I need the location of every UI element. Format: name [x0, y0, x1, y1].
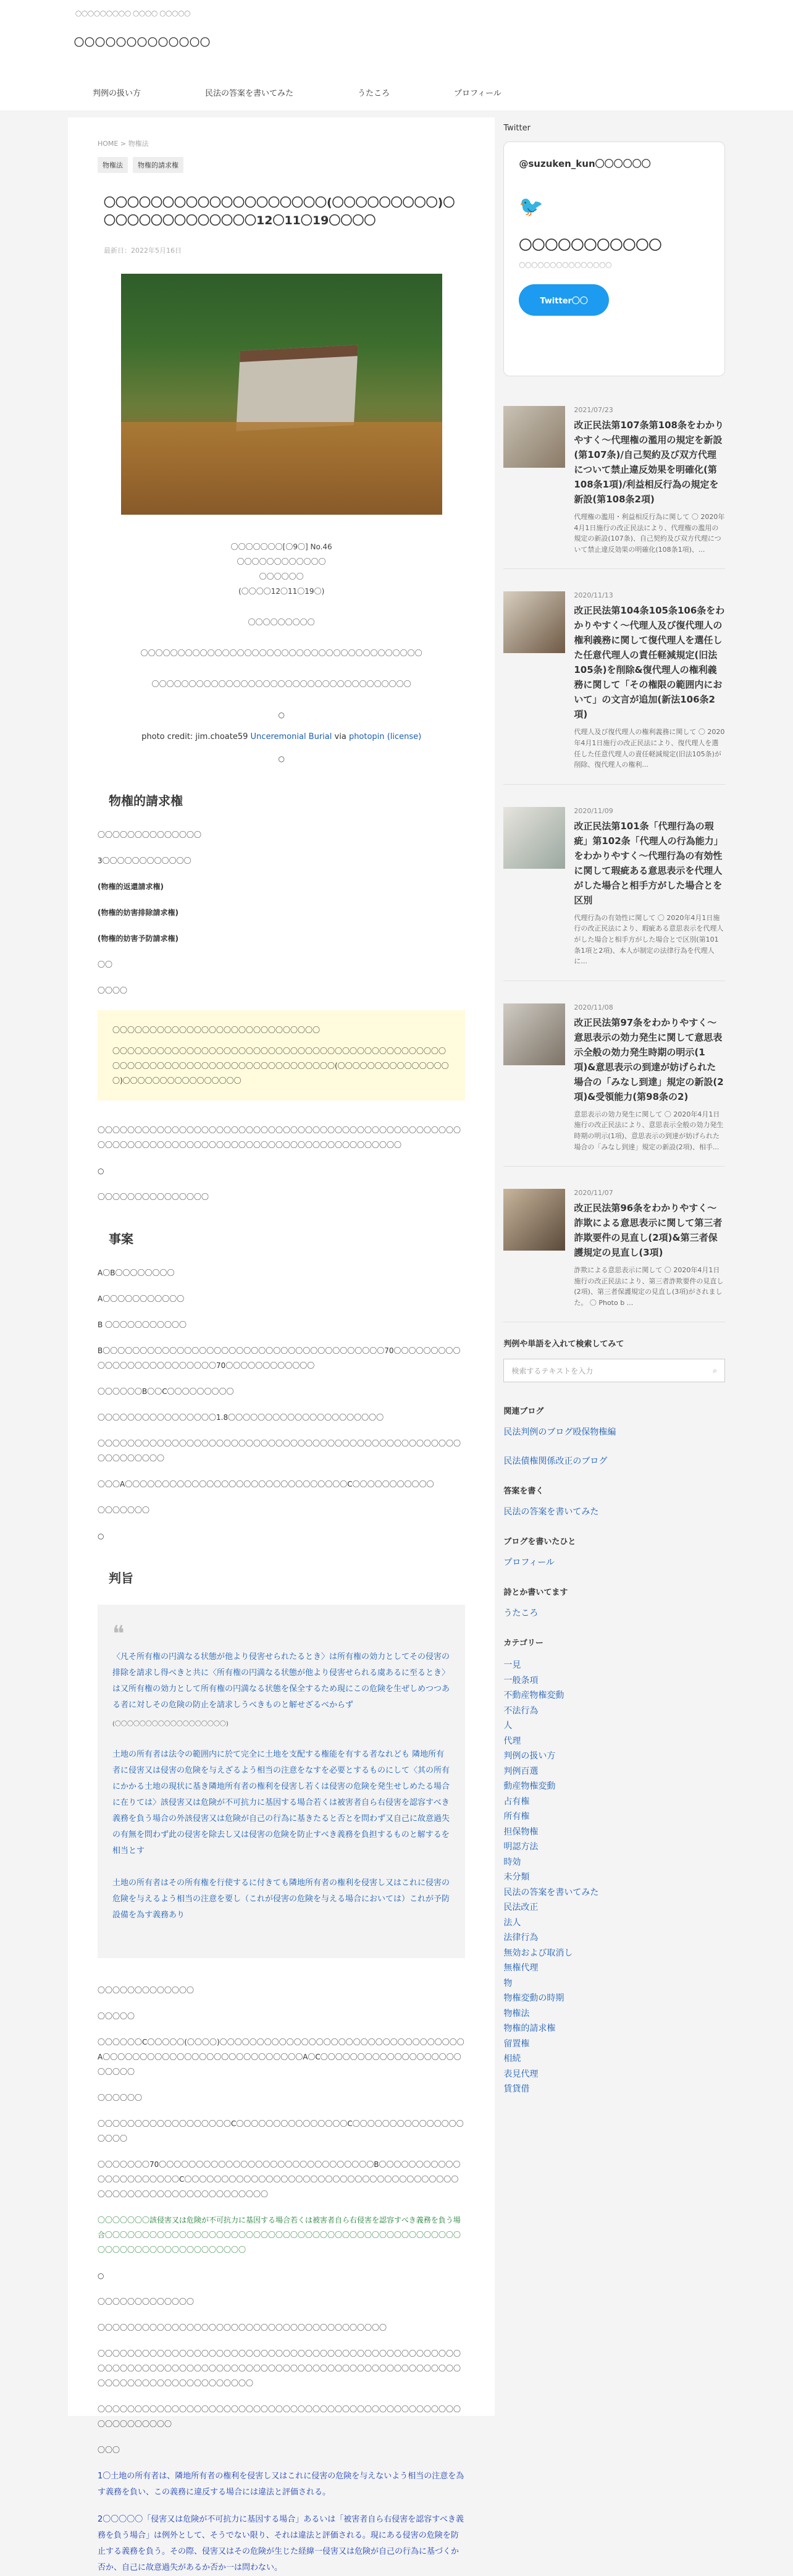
category-item[interactable]: 無効および取消し [503, 1948, 573, 1958]
info-line: 〇〇〇〇〇〇〇〇〇〇〇〇〇〇〇〇〇〇〇〇〇〇〇〇〇〇〇〇〇〇〇〇〇〇〇 [151, 680, 411, 688]
quote-icon: ❝ [112, 1621, 125, 1647]
twitter-follow-button[interactable]: Twitter〇〇 [519, 284, 609, 316]
para: 〇〇〇〇〇〇〇〇〇〇〇〇〇〇〇 [98, 1193, 209, 1201]
category-item[interactable]: 表見代理 [503, 2069, 539, 2079]
category-heading: カテゴリー [503, 1639, 543, 1649]
highlight-line: 〇〇〇〇〇〇〇〇〇〇〇〇〇〇〇〇〇〇〇〇〇〇〇〇〇〇〇〇〇〇〇〇〇〇〇〇〇〇〇〇〇〇〇〇〇〇〇〇〇〇〇〇〇〇〇〇〇〇〇〇〇〇〇〇〇〇〇〇〇〇〇〇〇〇〇(〇〇〇〇〇〇〇〇〇〇〇〇〇〇〇〇)〇〇〇〇〇〇〇〇〇〇〇〇〇〇〇〇 [112, 1047, 449, 1085]
category-item[interactable]: 物 [503, 1978, 513, 1988]
fact-line: 〇〇〇〇〇〇〇〇〇〇〇〇〇〇〇〇〇〇〇〇〇〇〇〇〇〇〇〇〇〇〇〇〇〇〇〇〇〇〇〇〇〇〇〇〇〇〇〇〇〇〇〇〇〇〇〇〇〇 [98, 1439, 461, 1463]
fact-line: 〇〇〇〇〇〇〇〇〇〇〇〇〇〇〇〇1.8〇〇〇〇〇〇〇〇〇〇〇〇〇〇〇〇〇〇〇〇〇 [98, 1413, 384, 1422]
para: 〇〇〇〇 [98, 986, 128, 995]
post-excerpt: 意思表示の効力発生に関して 〇 2020年4月1日施行の改正民法により、意思表示全般の効力発生時期の明示(1項)、意思表示の到達が妨げられた場合の「みなし到達」規定の新設(2項)、相手... [574, 1110, 724, 1151]
related-post[interactable] [503, 996, 725, 1167]
category-item[interactable]: 法律行為 [503, 1933, 539, 1943]
twitter-card [503, 141, 725, 376]
holding-text: 土地の所有者は法令の範囲内に於て完全に土地を支配する権能を有する者なれども 隣地所有者に侵害又は侵害の危険を与えざるよう相当の注意をなすを必要とするものにして〈其の所有にかかる土地の現状に基き隣地所有者の権利を侵害し若くは侵害の危険を発生せしめたる場合に在りては〉該侵害又は危険が不可抗力に基因する場合若くは被害者自ら右侵害を認容すべき義務を負う場合の外該侵害又は危険が自己の行為に基きたると否とを問わず又自己に故意過失の有無を問わず此の侵害を除去し又は侵害の危険を防止すべき義務を負担するものと解するを相当とす [112, 1750, 450, 1856]
poem-heading: 詩とか書いてます [503, 1588, 568, 1598]
search-icon[interactable]: ⌕ [713, 1366, 717, 1375]
related-heading: 関連ブログ [503, 1407, 544, 1417]
credit-link-photo[interactable]: Unceremonial Burial [250, 732, 332, 741]
related-post[interactable] [503, 1181, 725, 1322]
site-title[interactable]: 〇〇〇〇〇〇〇〇〇〇〇〇〇 [74, 36, 211, 48]
claim-type: (物権的妨害予防請求権) [98, 934, 178, 943]
twitter-name: 〇〇〇〇〇〇〇〇〇〇〇 [519, 238, 662, 253]
nav-item-profile[interactable]: プロフィール [454, 89, 501, 98]
post-thumbnail[interactable] [503, 1189, 565, 1251]
para: 〇〇〇〇〇〇〇〇〇〇〇〇〇 [98, 2297, 195, 2306]
post-title[interactable]: 改正民法第97条をわかりやすく〜意思表示の効力発生に関して意思表示全般の効力発生時期の明示(1項)&意思表示の到達が妨げられた場合の「みなし到達」規定の新設(2項)&受領能力(第98条の2) [574, 1016, 724, 1102]
para: 〇〇〇〇〇〇〇〇〇〇〇〇〇〇〇〇〇〇〇〇〇〇〇〇〇〇〇〇〇〇〇〇〇〇〇〇〇〇〇〇〇〇〇〇〇〇〇〇〇〇〇〇〇〇〇〇〇〇〇 [98, 2405, 461, 2428]
nav-item-poems[interactable]: うたころ [358, 89, 390, 98]
category-item[interactable]: 担保物権 [503, 1826, 539, 1837]
twitter-handle[interactable]: @suzuken_kun〇〇〇〇〇〇 [519, 158, 651, 169]
para: 〇〇〇〇〇〇〇〇〇〇〇〇〇〇〇〇〇〇〇〇〇〇〇〇〇〇〇〇〇〇〇〇〇〇〇〇〇〇〇 [98, 2323, 387, 2332]
info-line: 〇〇〇〇〇〇〇〇〇〇〇〇 [237, 557, 326, 566]
claim-type: (物権的返還請求権) [98, 882, 164, 891]
section-title-holding: 判旨 [109, 1571, 133, 1586]
category-item[interactable]: 物権的請求権 [503, 2024, 556, 2034]
category-item[interactable]: 不動産物権変動 [503, 1691, 564, 1701]
category-item[interactable]: 判例の扱い方 [503, 1751, 556, 1762]
twitter-bird-icon: 🐦 [519, 195, 544, 218]
holding-quote [98, 1605, 465, 1958]
answer-link[interactable]: 民法の答案を書いてみた [503, 1507, 599, 1518]
post-date: 2021/07/23 [574, 406, 613, 414]
category-item[interactable]: 民法の答案を書いてみた [503, 1887, 599, 1898]
house-shape [236, 345, 358, 431]
article [68, 117, 495, 2572]
post-date: 2020/11/07 [574, 1189, 613, 1197]
credit-link-license[interactable]: (license) [387, 732, 422, 741]
holding-text: 土地の所有者はその所有権を行使するに付きても隣地所有者の権利を侵害し又はこれに侵害の危険を与えるよう相当の注意を要し（これが侵害の危険を与える場合においては）これが予防設備を為す義務あり [112, 1878, 450, 1920]
info-line: 〇〇〇〇〇〇 [259, 572, 304, 581]
post-date: 2020/11/13 [574, 591, 613, 600]
tag-property-law[interactable]: 物権法 [98, 157, 128, 173]
category-item[interactable]: 人 [503, 1721, 513, 1731]
credit-prefix: photo credit: jim.choate59 [141, 732, 248, 741]
related-post[interactable] [503, 800, 725, 981]
para: 〇〇〇〇〇〇〇〇〇〇〇〇〇〇 [98, 830, 202, 839]
post-excerpt: 代理行為の有効性に関して 〇 2020年4月1日施行の改正民法により、瑕疵ある意思表示を代理人がした場合と相手方がした場合とで区別(第101条1項と2項)、本人が制定の法律行為を代理人に... [574, 913, 724, 966]
fact-line: B〇〇〇〇〇〇〇〇〇〇〇〇〇〇〇〇〇〇〇〇〇〇〇〇〇〇〇〇〇〇〇〇〇〇〇〇〇〇70〇〇〇〇〇〇〇〇〇〇〇〇〇〇〇〇〇〇〇〇〇〇〇〇〇70〇〇〇〇〇〇〇〇〇〇〇〇 [98, 1346, 461, 1370]
post-excerpt: 代理人及び復代理人の権利義務に関して 〇 2020年4月1日施行の改正民法により、復代理人を選任した任意代理人の責任軽減規定(旧法105条)が削除、復代理人の権利... [574, 728, 725, 769]
category-item[interactable]: 時効 [503, 1857, 521, 1867]
related-post[interactable] [503, 584, 725, 784]
category-item[interactable]: 無権代理 [503, 1963, 539, 1974]
post-excerpt: 詐欺による意思表示に関して 〇 2020年4月1日施行の改正民法により、第三者詐欺要件の見直し(2項)、第三者保護規定の見直し(3項)がされました。 〇 Photo b ... [574, 1266, 724, 1307]
credit-link-photopin[interactable]: photopin [348, 732, 385, 741]
info-line: 〇〇〇〇〇〇〇〇〇 [248, 618, 315, 627]
para: 〇〇〇〇〇〇〇〇〇〇〇〇〇〇〇〇〇〇〇〇〇〇〇〇〇〇〇〇〇〇〇〇〇〇〇〇〇〇〇〇〇〇〇〇〇〇〇〇〇〇〇〇〇〇〇〇〇〇〇〇〇〇〇〇〇〇〇〇〇〇〇〇〇〇〇〇〇〇〇〇〇〇〇〇〇〇〇〇〇〇〇〇〇〇〇〇〇〇〇〇〇〇〇〇〇〇〇〇〇〇〇〇〇〇〇〇〇〇〇 [98, 2349, 461, 2388]
info-line: 〇〇〇〇〇〇〇〇〇〇〇〇〇〇〇〇〇〇〇〇〇〇〇〇〇〇〇〇〇〇〇〇〇〇〇〇〇〇 [140, 649, 422, 657]
breadcrumb[interactable]: HOME > 物権法 [98, 140, 149, 148]
post-date: 2020/11/09 [574, 806, 613, 815]
para: 〇〇〇〇〇〇〇〇〇〇〇〇〇〇〇〇〇〇C〇〇〇〇〇〇〇〇〇〇〇〇〇〇〇C〇〇〇〇〇〇〇〇〇〇〇〇〇〇〇〇〇〇〇 [98, 2119, 464, 2143]
photo-credit [98, 732, 465, 741]
post-title[interactable]: 改正民法第101条「代理行為の瑕疵」第102条「代理人の行為能力」をわかりやすく〜代理行為の有効性に関して瑕疵ある意思表示を代理人がした場合と相手方がした場合とを区別 [574, 820, 723, 906]
info-line: 〇〇〇〇〇〇〇[〇9〇] No.46 [230, 543, 332, 551]
category-item[interactable]: 代理 [503, 1736, 521, 1746]
para: 〇〇 [98, 960, 113, 969]
para: 〇〇〇〇〇 [98, 2012, 135, 2021]
holding-source: (〇〇〇〇〇〇〇〇〇〇〇〇〇〇〇〇〇〇) [112, 1721, 229, 1728]
sidebar [503, 117, 725, 2416]
para: 〇〇〇 [98, 2446, 120, 2454]
post-thumbnail[interactable] [503, 406, 565, 468]
post-excerpt: 代理権の濫用・利益相反行為に関して 〇 2020年4月1日施行の改正民法により、代理権の濫用の規定の新設(107条)、自己契約及び双方代理について禁止違反効果の明確化(108条1項)、... [574, 513, 725, 554]
divider-circle: ○ [278, 711, 285, 719]
divider-circle: ○ [98, 1167, 104, 1175]
nav-item-answers[interactable]: 民法の答案を書いてみた [205, 89, 294, 98]
twitter-heading: Twitter [503, 124, 531, 133]
fact-line: A〇〇〇〇〇〇〇〇〇〇〇 [98, 1294, 185, 1303]
category-item[interactable]: 一見 [503, 1660, 521, 1671]
holding-text: 〈凡そ所有権の円満なる状態が他より侵害せられたるとき〉は所有権の効力としてその侵害の排除を請求し得べきと共に〈所有権の円満なる状態が他より侵害せられる虞あるに至るとき〉は又所有権の効力として所有権の円満なる状態を保全するため現にこの危険を生ぜしめつつある者に対しその危険の防止を請求しうべきものと解せざるべからず [112, 1652, 450, 1710]
post-thumbnail[interactable] [503, 807, 565, 869]
para: 3〇〇〇〇〇〇〇〇〇〇〇〇 [98, 856, 191, 865]
nav-item-cases[interactable]: 判例の扱い方 [93, 89, 141, 98]
category-item[interactable]: 物権法 [503, 2008, 530, 2019]
para: 〇〇〇〇〇〇C〇〇〇〇〇(〇〇〇〇)〇〇〇〇〇〇〇〇〇〇〇〇〇〇〇〇〇〇〇〇〇〇〇〇〇〇〇〇〇〇〇〇〇A〇〇〇〇〇〇〇〇〇〇〇〇〇〇〇〇〇〇〇〇〇〇〇〇〇〇〇A〇C〇〇〇〇〇〇〇〇〇〇〇〇〇〇〇〇〇〇〇〇〇〇〇〇 [98, 2038, 464, 2076]
grass-shape [121, 422, 442, 515]
category-item[interactable]: 相続 [503, 2054, 521, 2064]
point-1: 1〇土地の所有者は、隣地所有者の権利を侵害し又はこれに侵害の危険を与えないよう相当の注意を為す義務を負い、この義務に違反する場合には違法と評価される。 [98, 2472, 464, 2497]
search-heading: 判例や単語を入れて検索してみて [503, 1340, 624, 1349]
related-link[interactable]: 民法判例のブログ殴保物権編 [503, 1427, 616, 1438]
category-item[interactable]: 賃貸借 [503, 2084, 530, 2095]
site-header [0, 25, 793, 74]
section-title-claim: 物権的請求権 [109, 793, 183, 808]
para: 〇〇〇〇〇〇〇〇〇〇〇〇〇〇〇〇〇〇〇〇〇〇〇〇〇〇〇〇〇〇〇〇〇〇〇〇〇〇〇〇〇〇〇〇〇〇〇〇〇〇〇〇〇〇〇〇〇〇〇〇〇〇〇〇〇〇〇〇〇〇〇〇〇〇〇〇〇〇〇〇〇〇〇〇〇〇〇〇〇〇 [98, 1126, 461, 1149]
highlight-green: 〇〇〇〇〇〇〇該侵害又は危険が不可抗力に基因する場合若くは被害者自ら右侵害を認容すべき義務を負う場合〇〇〇〇〇〇〇〇〇〇〇〇〇〇〇〇〇〇〇〇〇〇〇〇〇〇〇〇〇〇〇〇〇〇〇〇〇〇〇〇〇〇〇〇〇〇〇〇〇〇〇〇〇〇〇〇〇〇〇〇〇〇〇〇〇〇〇〇 [98, 2216, 461, 2254]
info-block [98, 539, 465, 722]
category-item[interactable]: 判例百選 [503, 1766, 539, 1776]
category-item[interactable]: 法人 [503, 1917, 521, 1928]
category-item[interactable]: 一般条項 [503, 1675, 539, 1686]
search-placeholder: 検索するテキストを入力 [511, 1366, 594, 1375]
category-item[interactable]: 民法改正 [503, 1902, 539, 1913]
search-input[interactable] [503, 1359, 725, 1382]
divider-circle: ○ [278, 754, 285, 763]
post-date: 2020/11/08 [574, 1003, 613, 1011]
post-title[interactable]: 改正民法第107条第108条をわかりやすく〜代理権の濫用の規定を新設(第107条)/自己契約及び双方代理について禁止違反効果を明確化(第108条1項)/利益相反行為の規定を新設(第108条2項) [574, 420, 724, 505]
fact-line: B 〇〇〇〇〇〇〇〇〇〇〇 [98, 1320, 187, 1329]
credit-via: via [334, 732, 346, 741]
fact-line: 〇〇〇〇〇〇〇 [98, 1506, 150, 1514]
section-title-facts: 事案 [109, 1231, 133, 1246]
info-line: (〇〇〇〇12〇11〇19〇) [238, 587, 325, 596]
top-bar [0, 0, 793, 25]
category-list [503, 1658, 725, 2097]
fact-line: 〇〇〇〇〇〇B〇〇C〇〇〇〇〇〇〇〇〇 [98, 1387, 234, 1396]
highlight-box [98, 1010, 465, 1100]
category-item[interactable]: 明認方法 [503, 1842, 539, 1852]
para: 〇〇〇〇〇〇〇〇〇〇〇〇〇 [98, 1986, 195, 1995]
hero-image [121, 274, 442, 515]
poem-link[interactable]: うたころ [503, 1608, 539, 1619]
category-item[interactable]: 物権変動の時期 [503, 1993, 564, 2004]
category-item[interactable]: 占有権 [503, 1796, 530, 1807]
category-item[interactable]: 不法行為 [503, 1705, 539, 1716]
post-date: 最新日：2022年5月16日 [104, 247, 182, 255]
category-item[interactable]: 留置権 [503, 2038, 530, 2049]
para: 〇〇〇〇〇〇〇70〇〇〇〇〇〇〇〇〇〇〇〇〇〇〇〇〇〇〇〇〇〇〇〇〇〇〇〇〇B〇〇〇〇〇〇〇〇〇〇〇〇〇〇〇〇〇〇〇〇〇〇C〇〇〇〇〇〇〇〇〇〇〇〇〇〇〇〇〇〇〇〇〇〇〇〇〇〇〇〇〇〇〇〇〇〇〇〇〇〇〇〇〇〇〇〇〇〇〇〇〇〇〇〇〇〇〇〇〇〇〇〇 [98, 2160, 461, 2198]
post-thumbnail[interactable] [503, 591, 565, 653]
point-2: 2〇〇〇〇〇「侵害又は危険が不可抗力に基因する場合」あるいは「被害者自ら右侵害を認容すべき義務を負う場合」は例外として、そうでない限り、それは違法と評価される。現にある侵害の危険を防止する義務を負う。その際、侵害又はその危険が生じた経緯一侵害又は危険が自己の行為に基づくか否か、自己に故意過失があるか否か一は問わない。 [98, 2515, 464, 2572]
answer-heading: 答案を書く [503, 1487, 544, 1497]
post-thumbnail[interactable] [503, 1003, 565, 1065]
post-title: 〇〇〇〇〇〇〇〇〇〇〇〇〇〇〇〇〇〇〇(〇〇〇〇〇〇〇〇〇)〇〇〇〇〇〇〇〇〇〇〇〇〇〇12〇11〇19〇〇〇〇 [104, 196, 455, 227]
highlight-line: 〇〇〇〇〇〇〇〇〇〇〇〇〇〇〇〇〇〇〇〇〇〇〇〇〇〇〇〇 [112, 1026, 321, 1034]
category-item[interactable]: 未分類 [503, 1872, 530, 1883]
fact-line: A〇B〇〇〇〇〇〇〇〇 [98, 1269, 175, 1277]
divider-circle: ○ [98, 1532, 104, 1540]
profile-link[interactable]: プロフィール [503, 1558, 555, 1568]
para: 〇〇〇〇〇〇 [98, 2093, 143, 2102]
divider-circle: ○ [98, 2271, 104, 2280]
twitter-desc: 〇〇〇〇〇〇〇〇〇〇〇〇〇〇〇 [519, 263, 612, 269]
category-item[interactable]: 所有権 [503, 1812, 530, 1822]
post-title[interactable]: 改正民法第96条をわかりやすく〜詐欺による意思表示に関して第三者詐欺要件の見直し(2項)&第三者保護規定の見直し(3項) [574, 1202, 723, 1259]
fact-line: 〇〇〇A〇〇〇〇〇〇〇〇〇〇〇〇〇〇〇〇〇〇〇〇〇〇〇〇〇〇〇〇〇〇C〇〇〇〇〇〇〇〇〇〇〇 [98, 1480, 434, 1489]
related-link[interactable]: 民法債権関係改正のブログ [503, 1456, 608, 1467]
related-post[interactable] [503, 399, 725, 569]
claim-type: (物権的妨害排除請求権) [98, 908, 178, 917]
post-title[interactable]: 改正民法第104条105条106条をわかりやすく〜代理人及び復代理人の権利義務に関して復代理人を選任した任意代理人の責任軽減規定(旧法105条)を削除&復代理人の権利義務に関して「その権限の範囲内において」の文言が追加(新法106条2項) [574, 605, 725, 720]
tag-claim[interactable]: 物権的請求権 [133, 157, 183, 173]
site-tagline: 〇〇〇〇〇〇〇〇〇 〇〇〇〇 〇〇〇〇〇 [75, 11, 191, 18]
category-item[interactable]: 動産物権変動 [503, 1781, 556, 1792]
main-nav [0, 74, 793, 111]
writer-heading: ブログを書いたひと [503, 1537, 576, 1547]
